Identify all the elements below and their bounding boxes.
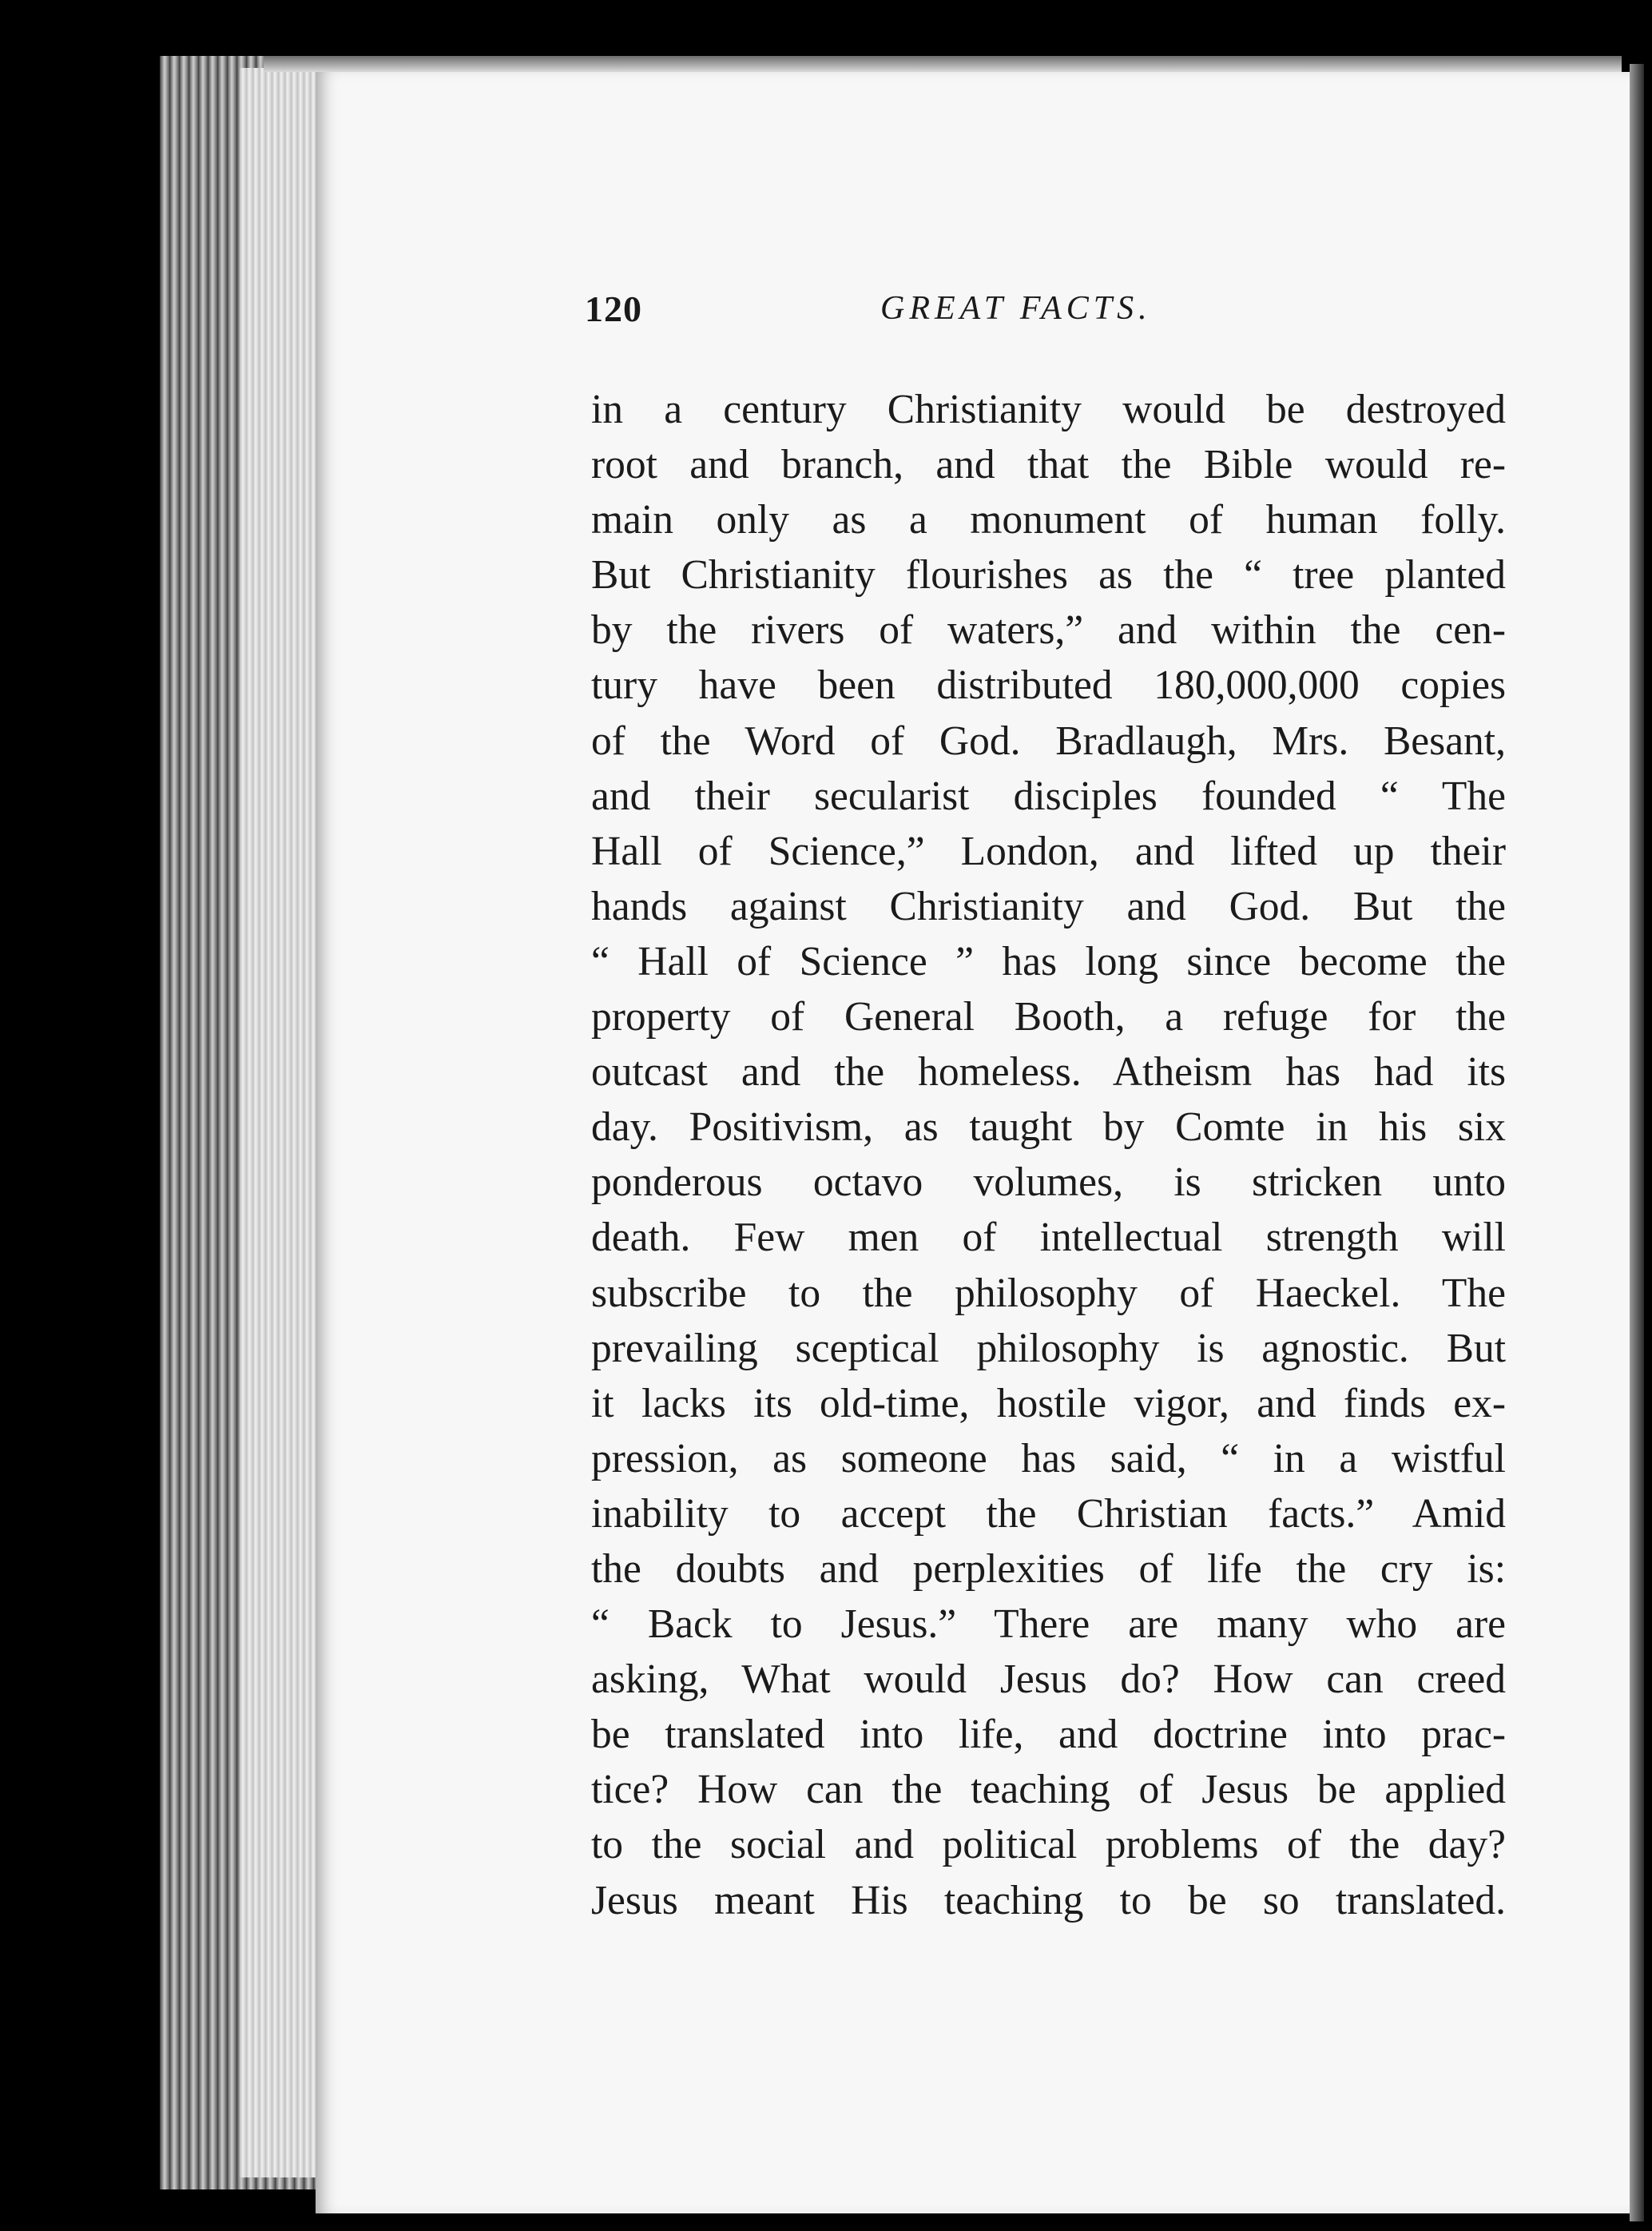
text-line: to the social and political problems of the day? — [591, 1822, 1506, 1868]
text-line: Hall of Science,” London, and lifted up their — [591, 828, 1506, 874]
body-text — [591, 382, 1506, 1928]
text-line: “ Hall of Science ” has long since become the — [591, 938, 1506, 984]
page-number: 120 — [585, 288, 642, 329]
page-header — [585, 288, 1503, 344]
text-line: death. Few men of intellectual strength will — [591, 1215, 1506, 1261]
text-line: it lacks its old-time, hostile vigor, and finds ex- — [591, 1380, 1506, 1426]
text-line: asking, What would Jesus do? How can creed — [591, 1656, 1506, 1703]
text-line: the doubts and perplexities of life the cry is: — [591, 1545, 1506, 1592]
text-line: property of General Booth, a refuge for the — [591, 994, 1506, 1040]
page-top-edge — [264, 56, 1622, 72]
text-line: outcast and the homeless. Atheism has had its — [591, 1049, 1506, 1096]
page-stack-inner-edges — [240, 68, 328, 2177]
text-line: “ Back to Jesus.” There are many who are — [591, 1601, 1506, 1648]
text-line: day. Positivism, as taught by Comte in his six — [591, 1104, 1506, 1151]
text-line: by the rivers of waters,” and within the cen- — [591, 607, 1506, 654]
text-line: tice? How can the teaching of Jesus be applied — [591, 1767, 1506, 1813]
text-line: of the Word of God. Bradlaugh, Mrs. Besant, — [591, 718, 1506, 764]
text-line: prevailing sceptical philosophy is agnostic. But — [591, 1325, 1506, 1371]
text-line: hands against Christianity and God. But the — [591, 883, 1506, 929]
running-head: GREAT FACTS. — [880, 290, 1152, 327]
page-right-edge — [1630, 64, 1644, 2221]
text-line: be translated into life, and doctrine into prac- — [591, 1712, 1506, 1758]
text-line: But Christianity flourishes as the “ tree planted — [591, 552, 1506, 599]
text-line: in a century Christianity would be destroyed — [591, 387, 1506, 432]
text-line: pression, as someone has said, “ in a wistful — [591, 1435, 1506, 1481]
text-line: main only as a monument of human folly. — [591, 497, 1506, 543]
text-line: inability to accept the Christian facts.” Amid — [591, 1490, 1506, 1537]
text-line: root and branch, and that the Bible would re- — [591, 442, 1506, 488]
text-line: ponderous octavo volumes, is stricken unto — [591, 1159, 1506, 1206]
text-line: subscribe to the philosophy of Haeckel. The — [591, 1270, 1506, 1316]
text-line: and their secularist disciples founded “ The — [591, 773, 1506, 819]
text-line: Jesus meant His teaching to be so translated. — [591, 1877, 1506, 1923]
text-line: tury have been distributed 180,000,000 copies — [591, 662, 1506, 709]
